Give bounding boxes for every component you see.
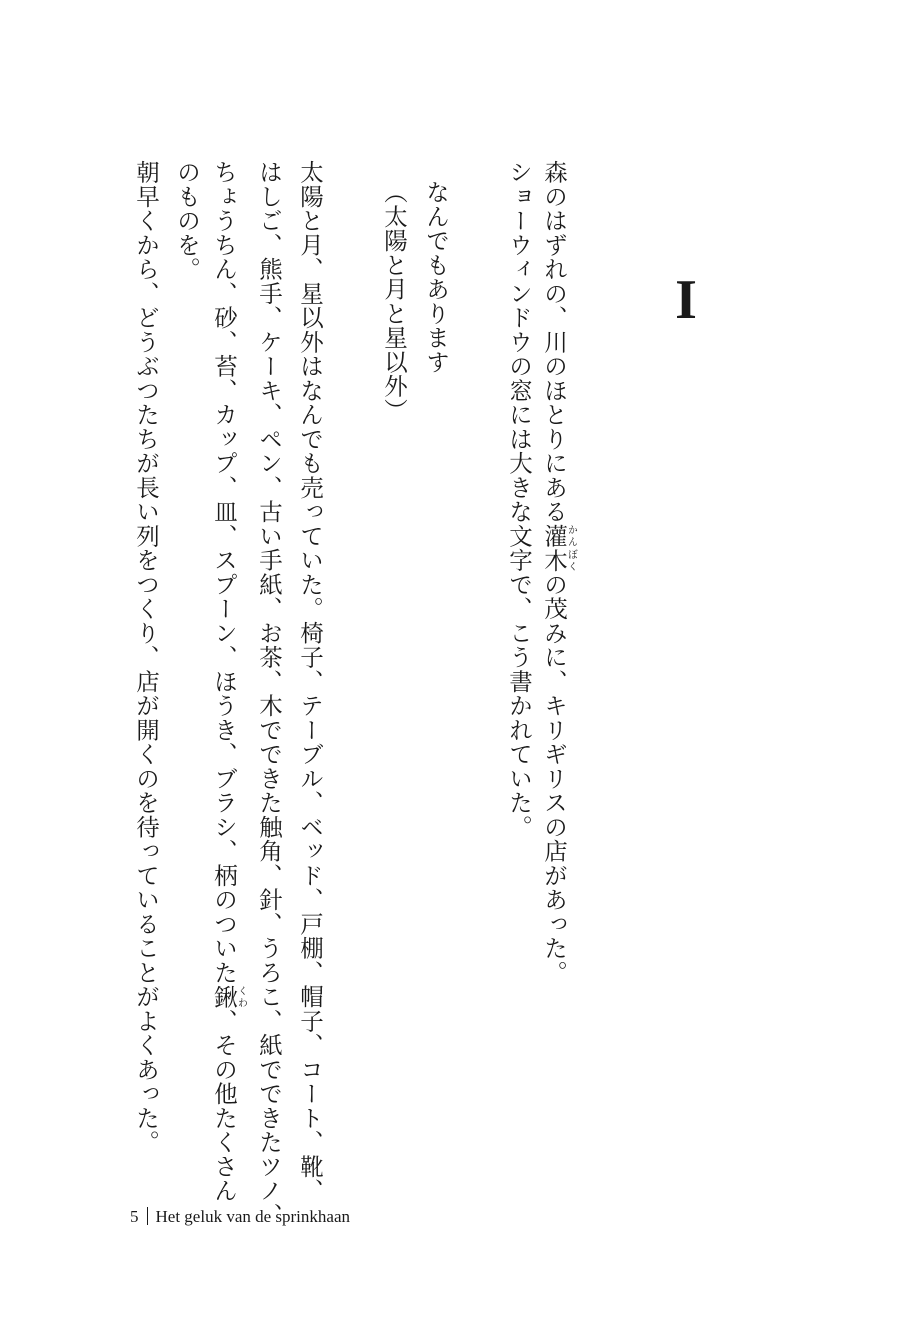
- ruby-base-kuwa: 鍬: [210, 984, 238, 1009]
- text-column-7: [210, 160, 246, 1203]
- ruby-base-kanboku: 灌木: [540, 523, 568, 573]
- chapter-number: I: [675, 269, 697, 331]
- book-title: Het geluk van de sprinkhaan: [155, 1207, 350, 1226]
- furigana-kuwa: [210, 984, 247, 1009]
- page-number: 5: [130, 1207, 139, 1226]
- column-7-text-start: ちょうちん、砂、苔、カップ、皿、スプーン、ほうき、ブラシ、柄のついた: [210, 160, 238, 985]
- notice-line-2: （太陽と月と星以外）: [380, 180, 408, 423]
- furigana-kanboku: [540, 523, 577, 573]
- text-column-1: [540, 160, 576, 985]
- page-footer: [130, 1206, 350, 1228]
- footer-divider: [147, 1207, 148, 1225]
- text-column-9: 朝早くから、どうぶつたちが長い列をつくり、店が開くのを待っていることがよくあった。: [132, 160, 160, 1155]
- column-1-text-end: の茂みに、キリギリスの店があった。: [540, 572, 568, 985]
- text-column-8: のものを。: [173, 160, 201, 282]
- column-1-text-start: 森のはずれの、川のほとりにある: [540, 160, 568, 524]
- text-column-2: ショーウィンドウの窓には大きな文字で、こう書かれていた。: [505, 160, 533, 839]
- text-column-5: 太陽と月、星以外はなんでも売っていた。椅子、テーブル、ベッド、戸棚、帽子、コート、靴、: [296, 160, 324, 1203]
- ruby-text-kanboku: かんぼく: [565, 523, 577, 573]
- ruby-text-kuwa: くわ: [235, 984, 247, 1009]
- notice-line-1: なんでもあります: [422, 180, 450, 374]
- text-column-6: はしご、熊手、ケーキ、ペン、古い手紙、お茶、木でできた触角、針、うろこ、紙でできたツノ、: [255, 160, 283, 1227]
- column-7-text-end: 、その他たくさん: [210, 1008, 238, 1203]
